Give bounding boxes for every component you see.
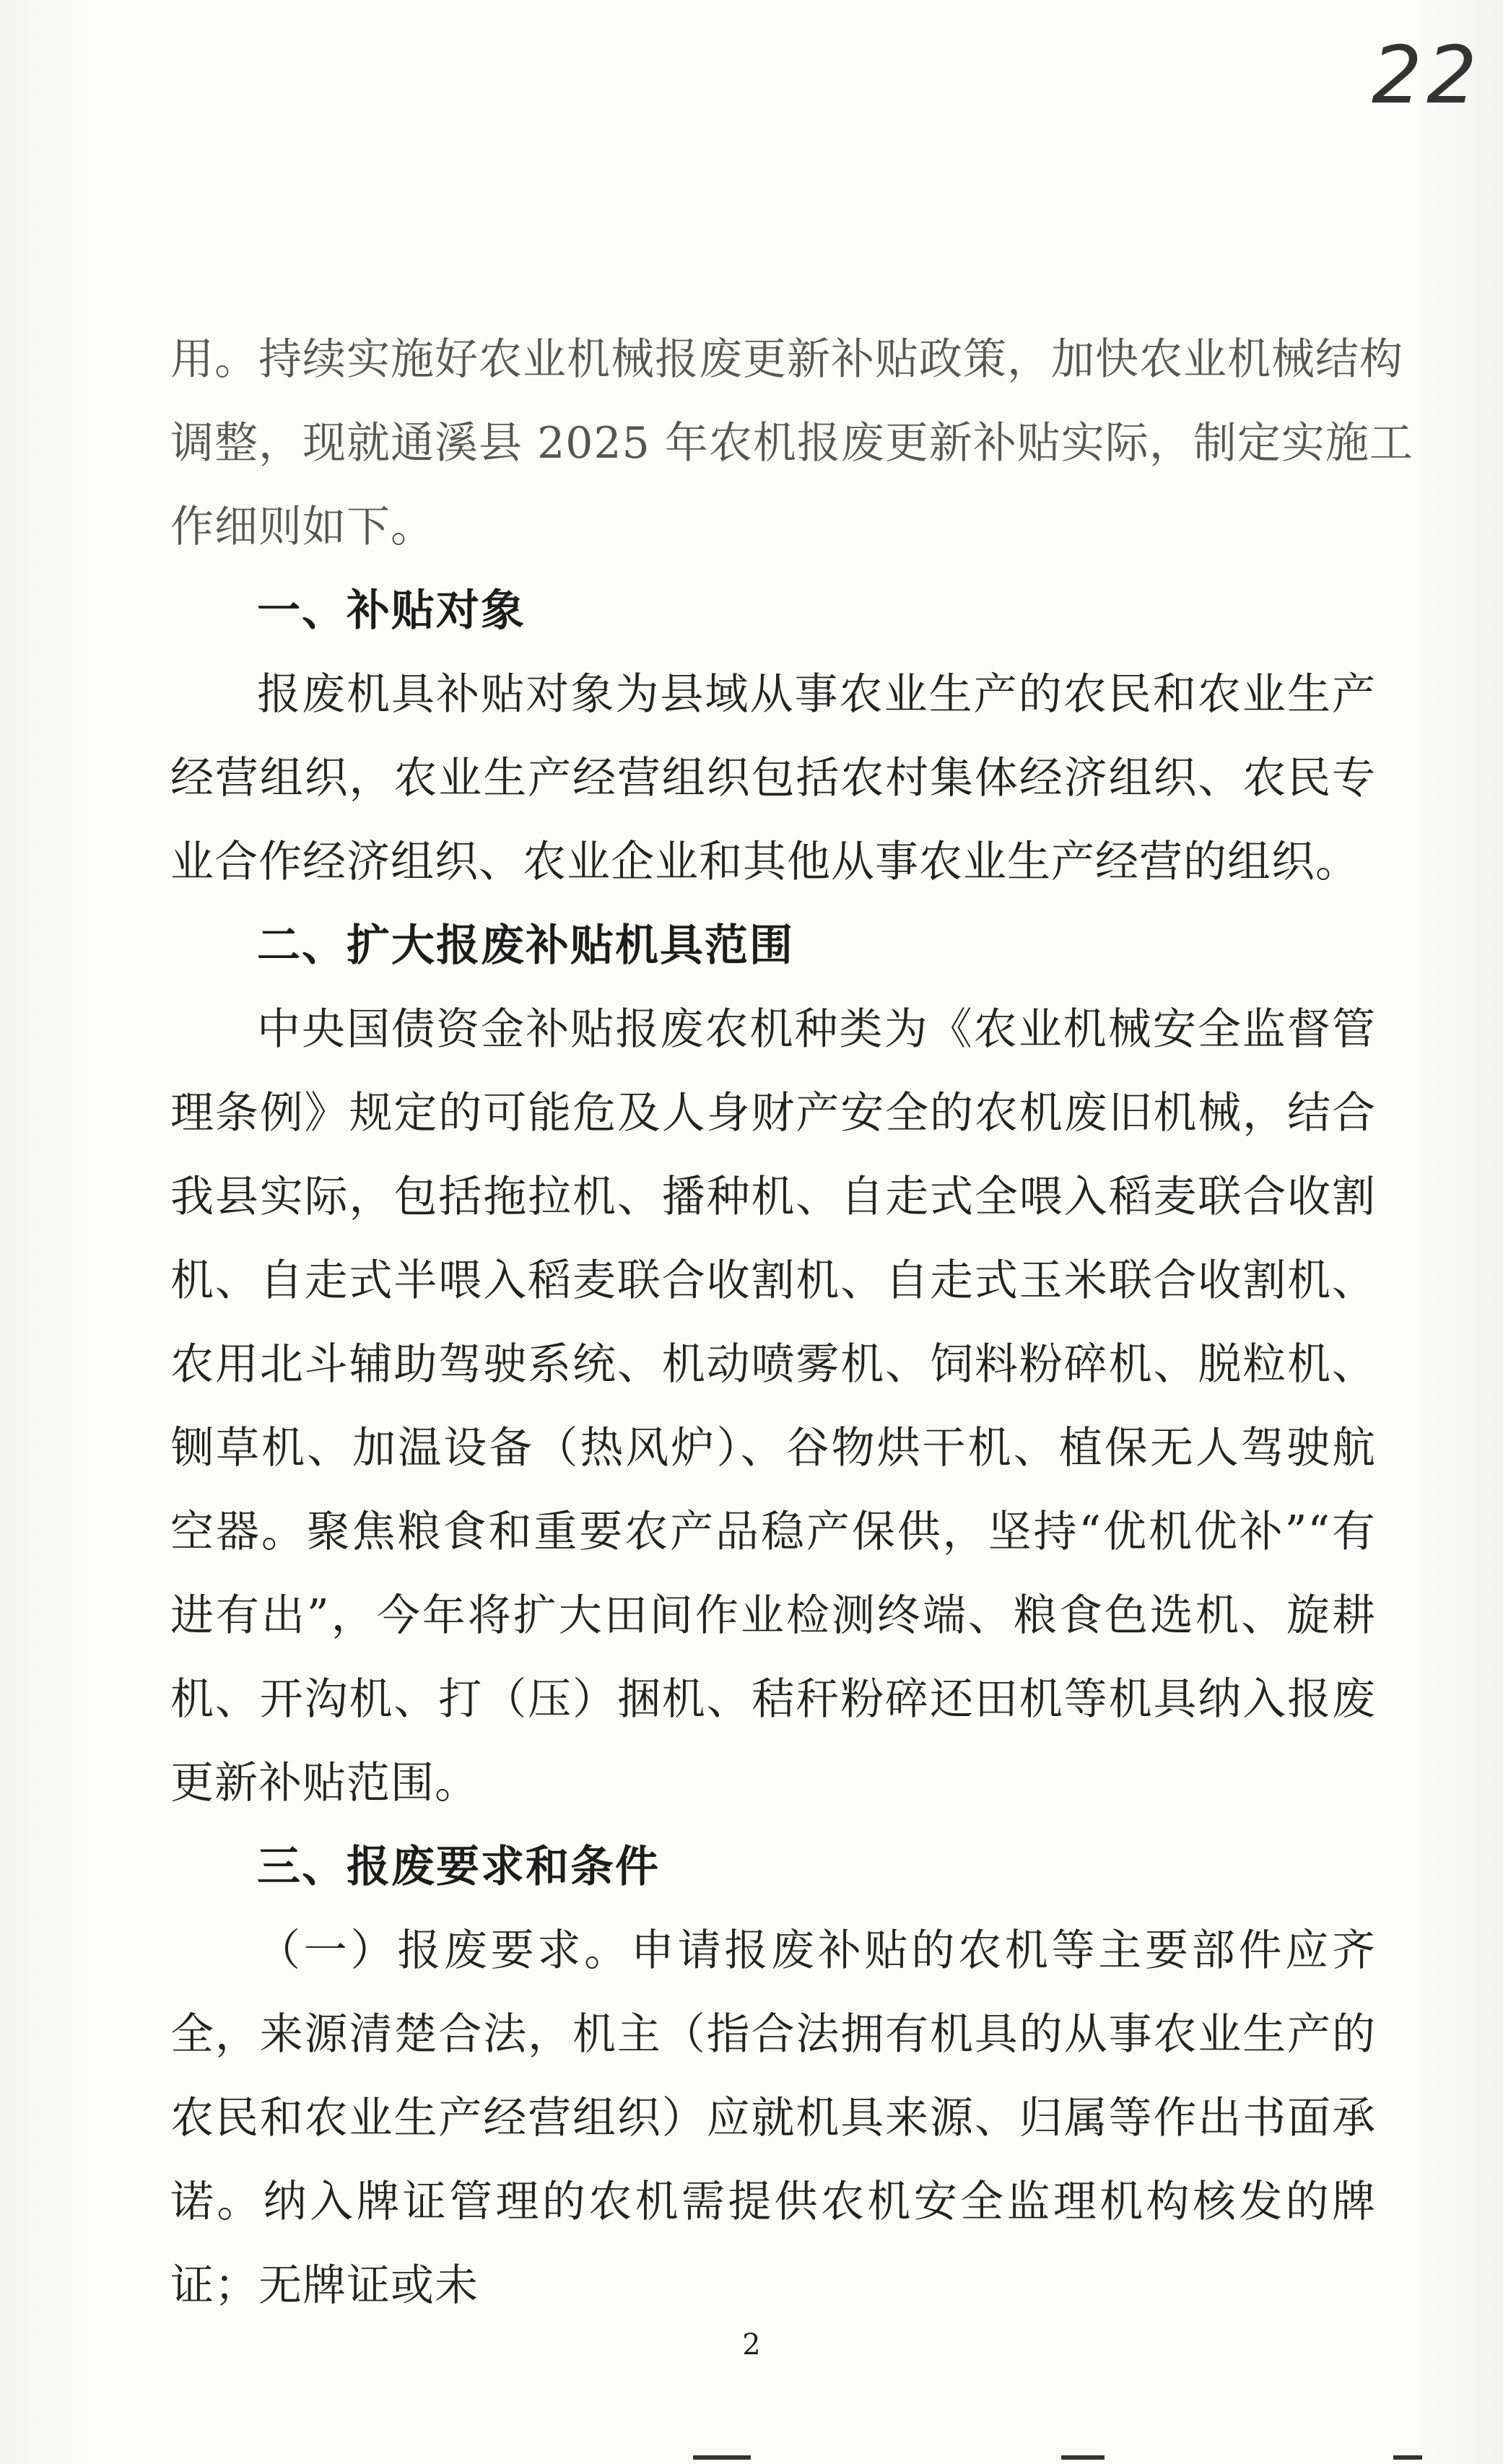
scan-edge-marks <box>0 2450 1503 2464</box>
section-1-paragraph: 报废机具补贴对象为县域从事农业生产的农民和农业生产经营组织，农业生产经营组织包括农村集体经济组织、农民专业合作经济组织、农业企业和其他从事农业生产经营的组织。 <box>170 669 1376 887</box>
intro-line-1: 用。持续实施好农业机械报废更新补贴政策，加快农业机械结构 <box>170 334 1403 385</box>
section-heading-3: 三、报废要求和条件 <box>257 1842 660 1892</box>
document-body <box>170 318 1413 2328</box>
page-number: 2 <box>742 2328 761 2361</box>
edge-mark <box>693 2455 751 2460</box>
intro-line-3: 作细则如下。 <box>170 502 435 552</box>
section-3-paragraph: （一）报废要求。申请报废补贴的农机等主要部件应齐全，来源清楚合法，机主（指合法拥有机具的从事农业生产的农民和农业生产经营组织）应就机具来源、归属等作出书面承诺。纳入牌证管理的农机需提供农机安全监理机构核发的牌证；无牌证或未 <box>170 1925 1376 2311</box>
handwritten-page-mark: 22 <box>1372 29 1481 121</box>
intro-line-2: 调整，现就通溪县 2025 年农机报废更新补贴实际，制定实施工 <box>170 418 1413 469</box>
edge-mark <box>1393 2455 1422 2460</box>
section-heading-1: 一、补贴对象 <box>257 585 526 636</box>
edge-mark <box>1061 2455 1105 2460</box>
section-2-paragraph: 中央国债资金补贴报废农机种类为《农业机械安全监督管理条例》规定的可能危及人身财产安全的农机废旧机械，结合我县实际，包括拖拉机、播种机、自走式全喂入稻麦联合收割机、自走式半喂入稻麦联合收割机、自走式玉米联合收割机、农用北斗辅助驾驶系统、机动喷雾机、饲料粉碎机、脱粒机、铡草机、加温设备（热风炉）、谷物烘干机、植保无人驾驶航空器。聚焦粮食和重要农产品稳产保供，坚持“优机优补”“有进有出”，今年将扩大田间作业检测终端、粮食色选机、旋耕机、开沟机、打（压）捆机、秸秆粉碎还田机等机具纳入报废更新补贴范围。 <box>170 1004 1376 1808</box>
section-heading-2: 二、扩大报废补贴机具范围 <box>257 920 794 971</box>
